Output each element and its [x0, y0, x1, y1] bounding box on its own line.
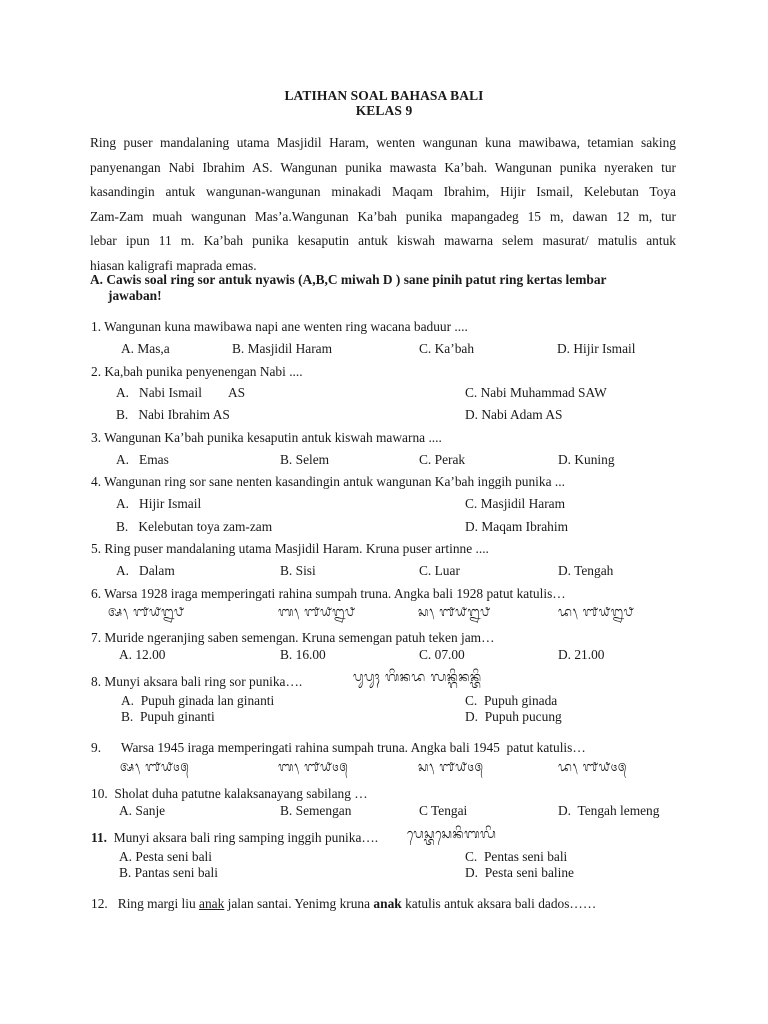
- instruction-line: jawaban!: [108, 288, 162, 303]
- q2-option-d: D. Nabi Adam AS: [465, 407, 563, 422]
- q12-bold-word: anak: [373, 896, 402, 911]
- q4-option-c: C. Masjidil Haram: [465, 496, 566, 511]
- q7-option-a: A. 12.00: [119, 647, 166, 662]
- q11-balinese-script: ᬧᬾᬲ᭄ᬢᬲᬾᬦᬶᬩᬮᬶ: [407, 827, 497, 842]
- q1-option-a: A. Mas,a: [121, 341, 170, 356]
- q12-text-end: katulis antuk aksara bali dados……: [401, 896, 597, 911]
- passage-line: Zam-Zam muah wangunan Mas’a.Wangunan Ka’bah punika mapangadeg 15 m, dawan 12 m, tur: [90, 208, 676, 224]
- q4-option-a: A. Hijir Ismail: [116, 496, 202, 511]
- q11-option-a: A. Pesta seni bali: [119, 849, 212, 864]
- q7-option-c: C. 07.00: [419, 647, 465, 662]
- reading-passage: [90, 131, 676, 279]
- q6-option-b-balinese: ᬩ᭞ ᭑᭙᭒᭘: [278, 605, 356, 620]
- q10-option-b: B. Semengan: [280, 803, 352, 818]
- q4-option-b: B. Kelebutan toya zam-zam: [116, 519, 273, 534]
- q6-option-c-balinese: ᬲ᭞ ᭑᭙᭒᭘: [418, 605, 491, 620]
- q9-option-c-balinese: ᬲ᭞ ᭑᭙᭔᭕: [418, 760, 484, 775]
- q2-option-b: B. Nabi Ibrahim AS: [116, 407, 230, 422]
- q11-option-c: C. Pentas seni bali: [465, 849, 568, 864]
- q12-underlined-word: anak: [199, 896, 225, 911]
- q10-option-c: C Tengai: [419, 803, 468, 818]
- question-10: 10. Sholat duha patutne kalaksanayang sabilang …: [91, 786, 368, 801]
- q9-option-a-balinese: ᬅ᭞ ᭑᭙᭔᭕: [120, 760, 190, 775]
- q8-balinese-script: ᬧᬸᬧᬸᬄ ᬕᬶᬦᬤ ᬮᬦ᭄ᬕᬶᬦᬦ᭄ᬢᬶ: [353, 670, 482, 685]
- document-title: LATIHAN SOAL BAHASA BALI: [284, 88, 484, 103]
- q9-option-d-balinese: ᬤ᭞ ᭑᭙᭔᭕: [558, 760, 627, 775]
- q3-option-b: B. Selem: [280, 452, 330, 467]
- q2-option-a: A. Nabi Ismail AS: [116, 385, 246, 400]
- question-5: 5. Ring puser mandalaning utama Masjidil Haram. Kruna puser artinne ....: [91, 541, 489, 556]
- q12-text-start: 12. Ring margi liu: [91, 896, 199, 911]
- q5-option-a: A. Dalam: [116, 563, 175, 578]
- question-11-text: Munyi aksara bali ring samping inggih punika….: [107, 830, 379, 845]
- question-8: 8. Munyi aksara bali ring sor punika….: [91, 674, 303, 689]
- q8-option-b: B. Pupuh ginanti: [121, 709, 215, 724]
- passage-line: kasandingin antuk wangunan-wangunan minakadi Maqam Ibrahim, Hijir Ismail, Kelebutan Toya: [90, 184, 676, 200]
- question-3: 3. Wangunan Ka’bah punika kesaputin antuk kiswah mawarna ....: [91, 430, 442, 445]
- q2-option-c: C. Nabi Muhammad SAW: [465, 385, 607, 400]
- section-instruction: [90, 272, 680, 304]
- instruction-line: A. Cawis soal ring sor antuk nyawis (A,B,C miwah D ) sane pinih patut ring kertas lembar: [90, 272, 607, 287]
- question-11-number: 11.: [91, 830, 107, 845]
- q4-option-d: D. Maqam Ibrahim: [465, 519, 569, 534]
- q8-option-a: A. Pupuh ginada lan ginanti: [121, 693, 275, 708]
- question-2: 2. Ka,bah punika penyenengan Nabi ....: [91, 364, 303, 379]
- q8-option-c: C. Pupuh ginada: [465, 693, 558, 708]
- passage-line: panyenangan Nabi Ibrahim AS. Wangunan punika mawasta Ka’bah. Wangunan punika nyeraken tur: [90, 159, 676, 175]
- q5-option-b: B. Sisi: [280, 563, 316, 578]
- question-11: [91, 830, 378, 846]
- q6-option-a-balinese: ᬅ᭞ ᭑᭙᭒᭘: [108, 605, 185, 620]
- q3-option-a: A. Emas: [116, 452, 169, 467]
- question-4: 4. Wangunan ring sor sane nenten kasandingin antuk wangunan Ka’bah inggih punika ...: [91, 474, 565, 489]
- question-6: 6. Warsa 1928 iraga memperingati rahina sumpah truna. Angka bali 1928 patut katulis…: [91, 586, 566, 601]
- question-7: 7. Muride ngeranjing saben semengan. Kruna semengan patuh teken jam…: [91, 630, 495, 645]
- q7-option-d: D. 21.00: [558, 647, 605, 662]
- q1-option-c: C. Ka’bah: [419, 341, 475, 356]
- q11-option-b: B. Pantas seni bali: [119, 865, 218, 880]
- passage-line: hiasan kaligrafi maprada emas.: [90, 257, 257, 273]
- q9-option-b-balinese: ᬩ᭞ ᭑᭙᭔᭕: [278, 760, 349, 775]
- document-subtitle: KELAS 9: [355, 103, 413, 118]
- q12-text-middle: jalan santai. Yenimg kruna: [224, 896, 374, 911]
- q8-option-d: D. Pupuh pucung: [465, 709, 562, 724]
- passage-line: Ring puser mandalaning utama Masjidil Haram, wenten wangunan kuna mawibawa, tetamian saking: [90, 135, 676, 150]
- q5-option-d: D. Tengah: [558, 563, 614, 578]
- question-9: 9. Warsa 1945 iraga memperingati rahina sumpah truna. Angka bali 1945 patut katulis…: [91, 740, 586, 755]
- q5-option-c: C. Luar: [419, 563, 460, 578]
- q7-option-b: B. 16.00: [280, 647, 326, 662]
- q3-option-c: C. Perak: [419, 452, 466, 467]
- question-1: 1. Wangunan kuna mawibawa napi ane wenten ring wacana baduur ....: [91, 319, 468, 334]
- q10-option-a: A. Sanje: [119, 803, 166, 818]
- passage-line: lebar ipun 11 m. Ka’bah punika kesaputin antuk kiswah mawarna selem masurat/ matulis antuk: [90, 233, 676, 249]
- q3-option-d: D. Kuning: [558, 452, 615, 467]
- q1-option-d: D. Hijir Ismail: [557, 341, 636, 356]
- q10-option-d: D. Tengah lemeng: [558, 803, 660, 818]
- q11-option-d: D. Pesta seni baline: [465, 865, 574, 880]
- question-12: [91, 896, 596, 912]
- q1-option-b: B. Masjidil Haram: [232, 341, 333, 356]
- q6-option-d-balinese: ᬤ᭞ ᭑᭙᭒᭘: [558, 605, 635, 620]
